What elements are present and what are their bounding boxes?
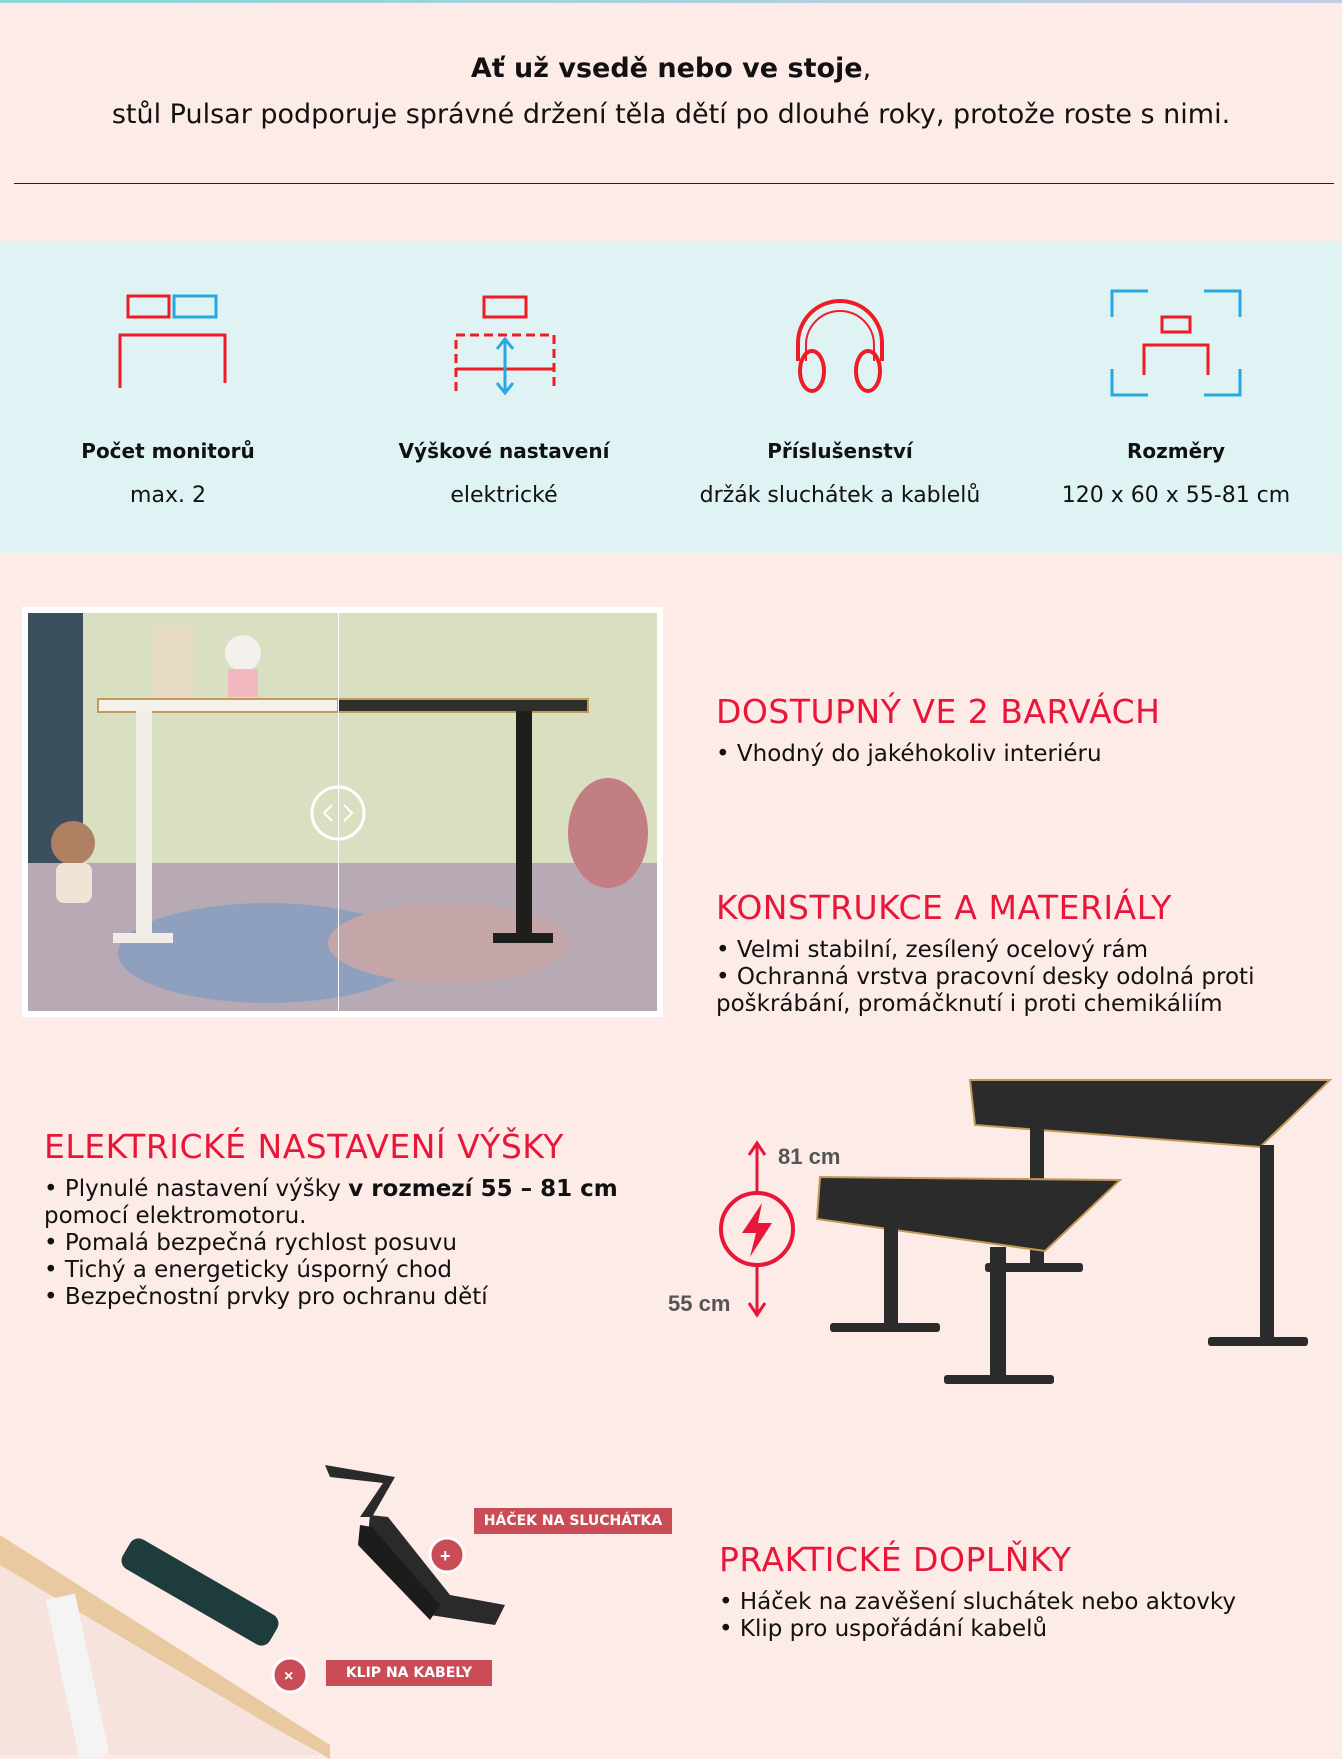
feature-height	[336, 241, 672, 508]
accessories-section	[719, 1540, 1319, 1643]
intro-text	[0, 46, 1342, 138]
feature-value: max. 2	[130, 483, 206, 508]
height-label-81: 81 cm	[778, 1144, 841, 1169]
height-bullet-1-bold: v rozmezí 55 – 81 cm	[348, 1176, 618, 1202]
height-bullet-1-cont: pomocí elektromotoru.	[44, 1203, 307, 1229]
dual-monitor-desk-icon	[98, 283, 238, 403]
feature-value: držák sluchátek a kablelů	[699, 483, 981, 508]
desk-color-comparison-image	[22, 607, 663, 1017]
dimensions-frame-icon	[1106, 283, 1246, 403]
tag-headphone-hook: HÁČEK NA SLUCHÁTKA	[474, 1508, 672, 1534]
intro-line-2: stůl Pulsar podporuje správné držení těla dětí po dlouhé roky, protože roste s nimi.	[111, 99, 1231, 130]
svg-text:+: +	[440, 1546, 451, 1566]
accessories-bullet-2: • Klip pro uspořádání kabelů	[719, 1616, 1048, 1642]
tag-cable-clip: KLIP NA KABELY	[326, 1660, 492, 1686]
construction-heading: KONSTRUKCE A MATERIÁLY	[716, 888, 1172, 927]
feature-value: 120 x 60 x 55-81 cm	[1061, 483, 1291, 508]
colors-section	[716, 692, 1316, 768]
accessories-illustration	[0, 1455, 680, 1759]
headphones-icon	[770, 283, 910, 403]
height-adjust-desk-icon	[434, 283, 574, 403]
height-heading: ELEKTRICKÉ NASTAVENÍ VÝŠKY	[44, 1127, 564, 1166]
construction-bullet-1: • Velmi stabilní, zesílený ocelový rám	[716, 937, 1148, 963]
feature-monitors	[0, 241, 336, 508]
construction-section	[716, 888, 1316, 1018]
height-label-55: 55 cm	[668, 1291, 731, 1316]
feature-title: Příslušenství	[767, 439, 913, 463]
top-accent-line	[0, 0, 1342, 3]
feature-title: Rozměry	[1126, 439, 1226, 463]
accessories-heading: PRAKTICKÉ DOPLŇKY	[719, 1540, 1072, 1579]
height-bullet-2: • Pomalá bezpečná rychlost posuvu	[44, 1230, 457, 1256]
height-bullet-4: • Bezpečnostní prvky pro ochranu dětí	[44, 1284, 488, 1310]
intro-line-1	[0, 46, 1342, 92]
height-range-illustration	[660, 1075, 1342, 1435]
height-bullet-3: • Tichý a energeticky úsporný chod	[44, 1257, 452, 1283]
feature-accessories	[672, 241, 1008, 508]
feature-value: elektrické	[450, 483, 558, 508]
colors-bullet: • Vhodný do jakéhokoliv interiéru	[716, 741, 1102, 767]
feature-title: Počet monitorů	[81, 439, 255, 463]
height-bullet-1	[44, 1176, 644, 1230]
intro-line-1-rest: ,	[862, 53, 872, 84]
construction-bullet-2: • Ochranná vrstva pracovní desky odolná proti poškrábání, promáčknutí i proti chemikáliím	[716, 964, 1255, 1017]
accessories-bullet-1: • Háček na zavěšení sluchátek nebo aktovky	[719, 1589, 1237, 1615]
height-bullet-1-text: • Plynulé nastavení výšky	[44, 1176, 349, 1202]
feature-title: Výškové nastavení	[398, 439, 610, 463]
height-section	[44, 1127, 644, 1311]
features-band	[0, 241, 1342, 553]
svg-text:×: ×	[284, 1668, 294, 1685]
feature-dimensions	[1008, 241, 1342, 508]
divider	[14, 183, 1334, 184]
intro-line-1-bold: Ať už vsedě nebo ve stoje	[470, 53, 863, 84]
colors-heading: DOSTUPNÝ VE 2 BARVÁCH	[716, 692, 1161, 731]
